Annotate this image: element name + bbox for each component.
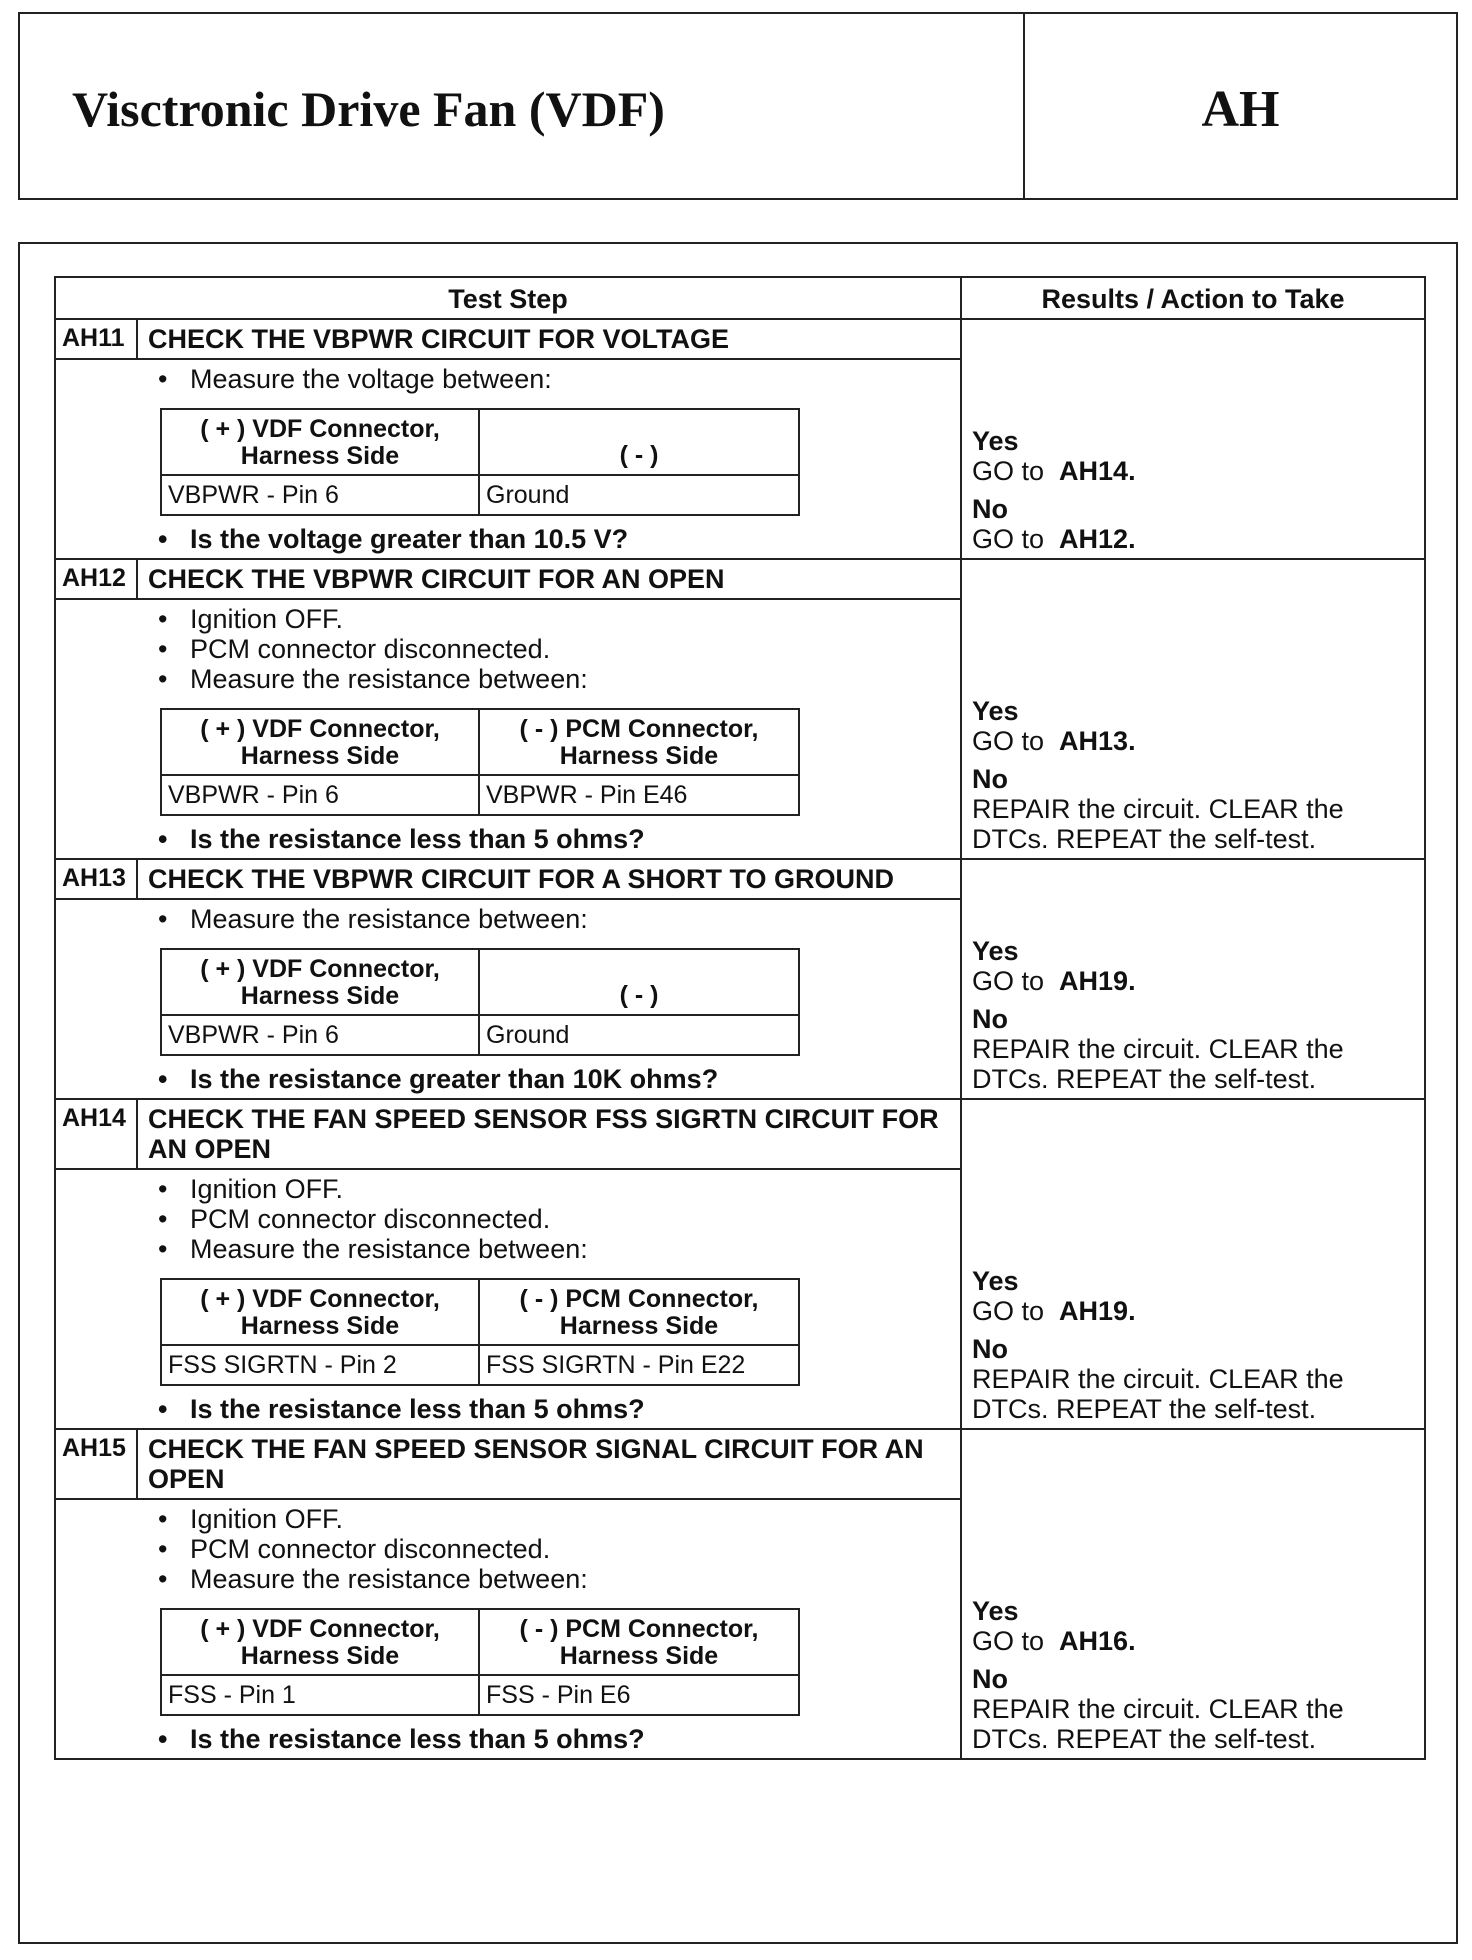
step-body xyxy=(56,1170,960,1428)
step-title: CHECK THE VBPWR CIRCUIT FOR AN OPEN xyxy=(148,564,725,594)
measure-right-value: Ground xyxy=(486,1021,570,1049)
no-target: AH12. xyxy=(1059,524,1136,554)
step-header xyxy=(56,320,960,360)
step-instruction: • Ignition OFF. xyxy=(148,604,960,634)
step-body xyxy=(56,600,960,858)
measure-right-value: FSS - Pin E6 xyxy=(486,1681,631,1709)
no-action: REPAIR the circuit. CLEAR the DTCs. REPEAT the self-test. xyxy=(972,1694,1344,1754)
yes-target: AH16. xyxy=(1059,1626,1136,1656)
measure-right-value: VBPWR - Pin E46 xyxy=(486,781,688,809)
step-header xyxy=(56,1430,960,1500)
step-instruction: • Ignition OFF. xyxy=(148,1174,960,1204)
measure-left-header: ( + ) VDF Connector, Harness Side xyxy=(162,1610,480,1674)
yes-target: AH19. xyxy=(1059,966,1136,996)
test-step-table xyxy=(54,276,1426,1760)
result-cell xyxy=(962,320,1424,558)
step-cell xyxy=(56,1430,962,1758)
col-header-test-step: Test Step xyxy=(56,278,962,318)
step-cell xyxy=(56,560,962,858)
measure-right-header: ( - ) PCM Connector, Harness Side xyxy=(519,1285,759,1340)
step-code: AH11 xyxy=(56,320,138,358)
no-label: No xyxy=(972,494,1008,524)
result-cell xyxy=(962,860,1424,1098)
no-label: No xyxy=(972,1334,1008,1364)
measurement-table xyxy=(160,708,800,816)
measure-left-header: ( + ) VDF Connector, Harness Side xyxy=(162,410,480,474)
step-instruction: • PCM connector disconnected. xyxy=(148,634,960,664)
step-header xyxy=(56,1100,960,1170)
no-action: REPAIR the circuit. CLEAR the DTCs. REPEAT the self-test. xyxy=(972,1034,1344,1094)
yes-action: GO to xyxy=(972,966,1045,996)
step-instruction: • Ignition OFF. xyxy=(148,1504,960,1534)
no-action: GO to xyxy=(972,524,1045,554)
step-question: • Is the resistance less than 5 ohms? xyxy=(148,1724,960,1754)
step-title: CHECK THE VBPWR CIRCUIT FOR VOLTAGE xyxy=(148,324,729,354)
measure-left-value: FSS - Pin 1 xyxy=(162,1676,480,1714)
step-instruction: • Measure the resistance between: xyxy=(148,1234,960,1264)
yes-target: AH14. xyxy=(1059,456,1136,486)
table-row xyxy=(56,560,1424,860)
yes-target: AH13. xyxy=(1059,726,1136,756)
step-code: AH13 xyxy=(56,860,138,898)
step-title: CHECK THE VBPWR CIRCUIT FOR A SHORT TO GROUND xyxy=(148,864,894,894)
measurement-table xyxy=(160,1278,800,1386)
step-cell xyxy=(56,1100,962,1428)
page-title: Visctronic Drive Fan (VDF) xyxy=(20,14,1025,198)
result-cell xyxy=(962,1100,1424,1428)
no-action: REPAIR the circuit. CLEAR the DTCs. REPEAT the self-test. xyxy=(972,794,1344,854)
step-code: AH12 xyxy=(56,560,138,598)
yes-label: Yes xyxy=(972,936,1019,966)
measure-right-header: ( - ) PCM Connector, Harness Side xyxy=(519,715,759,770)
yes-target: AH19. xyxy=(1059,1296,1136,1326)
step-code: AH15 xyxy=(56,1430,138,1498)
step-question: • Is the resistance less than 5 ohms? xyxy=(148,824,960,854)
result-cell xyxy=(962,560,1424,858)
step-cell xyxy=(56,860,962,1098)
page-header xyxy=(18,12,1458,200)
yes-action: GO to xyxy=(972,726,1045,756)
measure-left-value: FSS SIGRTN - Pin 2 xyxy=(162,1346,480,1384)
step-header xyxy=(56,860,960,900)
step-question: • Is the voltage greater than 10.5 V? xyxy=(148,524,960,554)
measure-left-value: VBPWR - Pin 6 xyxy=(162,476,480,514)
measure-right-header: ( - ) PCM Connector, Harness Side xyxy=(519,1615,759,1670)
no-action: REPAIR the circuit. CLEAR the DTCs. REPEAT the self-test. xyxy=(972,1364,1344,1424)
step-code: AH14 xyxy=(56,1100,138,1168)
no-label: No xyxy=(972,764,1008,794)
measure-left-value: VBPWR - Pin 6 xyxy=(162,1016,480,1054)
measure-left-header: ( + ) VDF Connector, Harness Side xyxy=(162,950,480,1014)
section-code: AH xyxy=(1201,81,1280,138)
result-cell xyxy=(962,1430,1424,1758)
yes-label: Yes xyxy=(972,1596,1019,1626)
yes-action: GO to xyxy=(972,456,1045,486)
step-body xyxy=(56,1500,960,1758)
step-instruction: • PCM connector disconnected. xyxy=(148,1204,960,1234)
no-label: No xyxy=(972,1664,1008,1694)
yes-action: GO to xyxy=(972,1296,1045,1326)
table-row xyxy=(56,320,1424,560)
step-instruction: • Measure the voltage between: xyxy=(148,364,960,394)
measurement-table xyxy=(160,1608,800,1716)
step-body xyxy=(56,900,960,1098)
step-instruction: • Measure the resistance between: xyxy=(148,904,960,934)
step-instruction: • PCM connector disconnected. xyxy=(148,1534,960,1564)
col-header-results: Results / Action to Take xyxy=(1041,284,1345,314)
no-label: No xyxy=(972,1004,1008,1034)
measure-right-header: ( - ) xyxy=(619,981,659,1009)
measure-right-header: ( - ) xyxy=(619,441,659,469)
measurement-table xyxy=(160,408,800,516)
measure-right-value: Ground xyxy=(486,481,570,509)
step-instruction: • Measure the resistance between: xyxy=(148,664,960,694)
step-question: • Is the resistance greater than 10K ohms? xyxy=(148,1064,960,1094)
yes-action: GO to xyxy=(972,1626,1045,1656)
measure-right-value: FSS SIGRTN - Pin E22 xyxy=(486,1351,746,1379)
step-cell xyxy=(56,320,962,558)
table-row xyxy=(56,1430,1424,1758)
yes-label: Yes xyxy=(972,1266,1019,1296)
measure-left-header: ( + ) VDF Connector, Harness Side xyxy=(162,710,480,774)
table-row xyxy=(56,1100,1424,1430)
step-question: • Is the resistance less than 5 ohms? xyxy=(148,1394,960,1424)
measurement-table xyxy=(160,948,800,1056)
measure-left-value: VBPWR - Pin 6 xyxy=(162,776,480,814)
step-title: CHECK THE FAN SPEED SENSOR FSS SIGRTN CIRCUIT FOR AN OPEN xyxy=(148,1104,939,1164)
yes-label: Yes xyxy=(972,426,1019,456)
measure-left-header: ( + ) VDF Connector, Harness Side xyxy=(162,1280,480,1344)
table-row xyxy=(56,860,1424,1100)
table-header xyxy=(56,278,1424,320)
yes-label: Yes xyxy=(972,696,1019,726)
step-title: CHECK THE FAN SPEED SENSOR SIGNAL CIRCUIT FOR AN OPEN xyxy=(148,1434,924,1494)
content-frame xyxy=(18,242,1458,1944)
step-body xyxy=(56,360,960,558)
step-instruction: • Measure the resistance between: xyxy=(148,1564,960,1594)
step-header xyxy=(56,560,960,600)
